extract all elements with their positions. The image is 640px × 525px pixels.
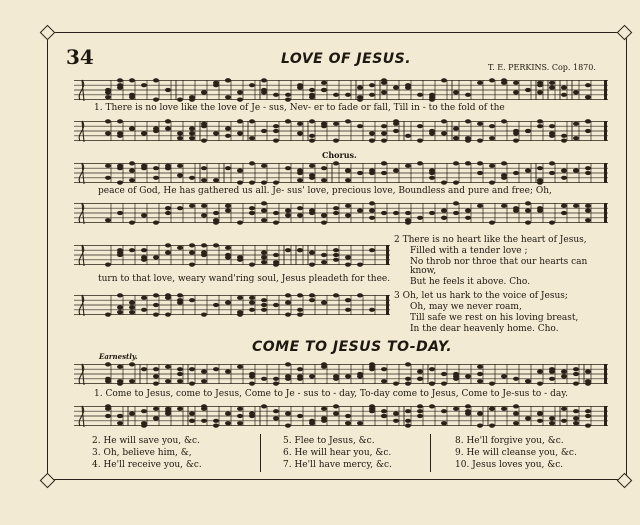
verse-line: 9. He will cleanse you, &c. — [455, 448, 577, 458]
music-staff — [74, 404, 608, 428]
music-staff — [74, 243, 390, 267]
hymn2-title: COME TO JESUS TO-DAY. — [252, 339, 453, 355]
music-staff — [74, 362, 608, 386]
staff-notation — [74, 362, 608, 386]
verse-line: 5. Flee to Jesus, &c. — [283, 436, 375, 446]
verse-line: In the dear heavenly home. Cho. — [410, 324, 559, 334]
verse-line: 10. Jesus loves you, &c. — [455, 460, 564, 470]
column-divider — [260, 434, 261, 472]
music-staff — [74, 78, 608, 102]
verse-line: 8. He'll forgive you, &c. — [455, 436, 564, 446]
hymn1-lyric-line1: 1. There is no love like the love of Je - sus, Nev- er to fade or fall, Till in - to the fold of the — [94, 103, 505, 113]
verse-line: 2 There is no heart like the heart of Jesus, — [394, 235, 587, 245]
verse-line: Oh, may we never roam, — [410, 302, 522, 312]
hymn1-lyric-line2: peace of God, He has gathered us all. Je- sus' love, precious love, Boundless and pure and free; Oh, — [98, 186, 552, 196]
music-staff — [74, 119, 608, 143]
hymn2-verses-col3 — [455, 437, 577, 470]
verse-line: 4. He'll receive you, &c. — [92, 460, 202, 470]
tempo-marking: Earnestly. — [99, 352, 138, 361]
verse-line: 6. He will hear you, &c. — [283, 448, 392, 458]
hymn1-verses — [394, 236, 614, 336]
staff-notation — [74, 161, 608, 185]
hymn1-author: T. E. PERKINS. Cop. 1870. — [488, 63, 596, 72]
hymn1-lyric-line3: turn to that love, weary wand'ring soul, Jesus pleadeth for thee. — [98, 274, 391, 284]
column-divider — [430, 434, 431, 472]
music-staff — [74, 161, 608, 185]
verse-line: 3 Oh, let us hark to the voice of Jesus; — [394, 291, 568, 301]
staff-notation — [74, 293, 390, 317]
verse-line: No throb nor throe that our hearts can know, — [410, 257, 588, 276]
hymn1-title: LOVE OF JESUS. — [281, 51, 412, 67]
hymn2-verses-col2 — [283, 437, 392, 470]
hymn2-lyric-line1: 1. Come to Jesus, come to Jesus, Come to Je - sus to - day, To-day come to Jesus, Come to Je-sus to - day. — [94, 389, 568, 399]
verse-line: 2. He will save you, &c. — [92, 436, 200, 446]
music-staff — [74, 293, 390, 317]
verse-line: Filled with a tender love ; — [410, 246, 528, 256]
verse-line: But he feels it above. Cho. — [410, 277, 531, 287]
chorus-label: Chorus. — [322, 150, 357, 160]
music-staff — [74, 201, 608, 225]
verse-line: Till safe we rest on his loving breast, — [410, 313, 579, 323]
staff-notation — [74, 201, 608, 225]
staff-notation — [74, 119, 608, 143]
verse-line: 3. Oh, believe him, &, — [92, 448, 192, 458]
staff-notation — [74, 404, 608, 428]
staff-notation — [74, 78, 608, 102]
staff-notation — [74, 243, 390, 267]
page-number: 34 — [66, 45, 94, 69]
verse-line: 7. He'll have mercy, &c. — [283, 460, 392, 470]
hymn2-verses-col1 — [92, 437, 202, 470]
